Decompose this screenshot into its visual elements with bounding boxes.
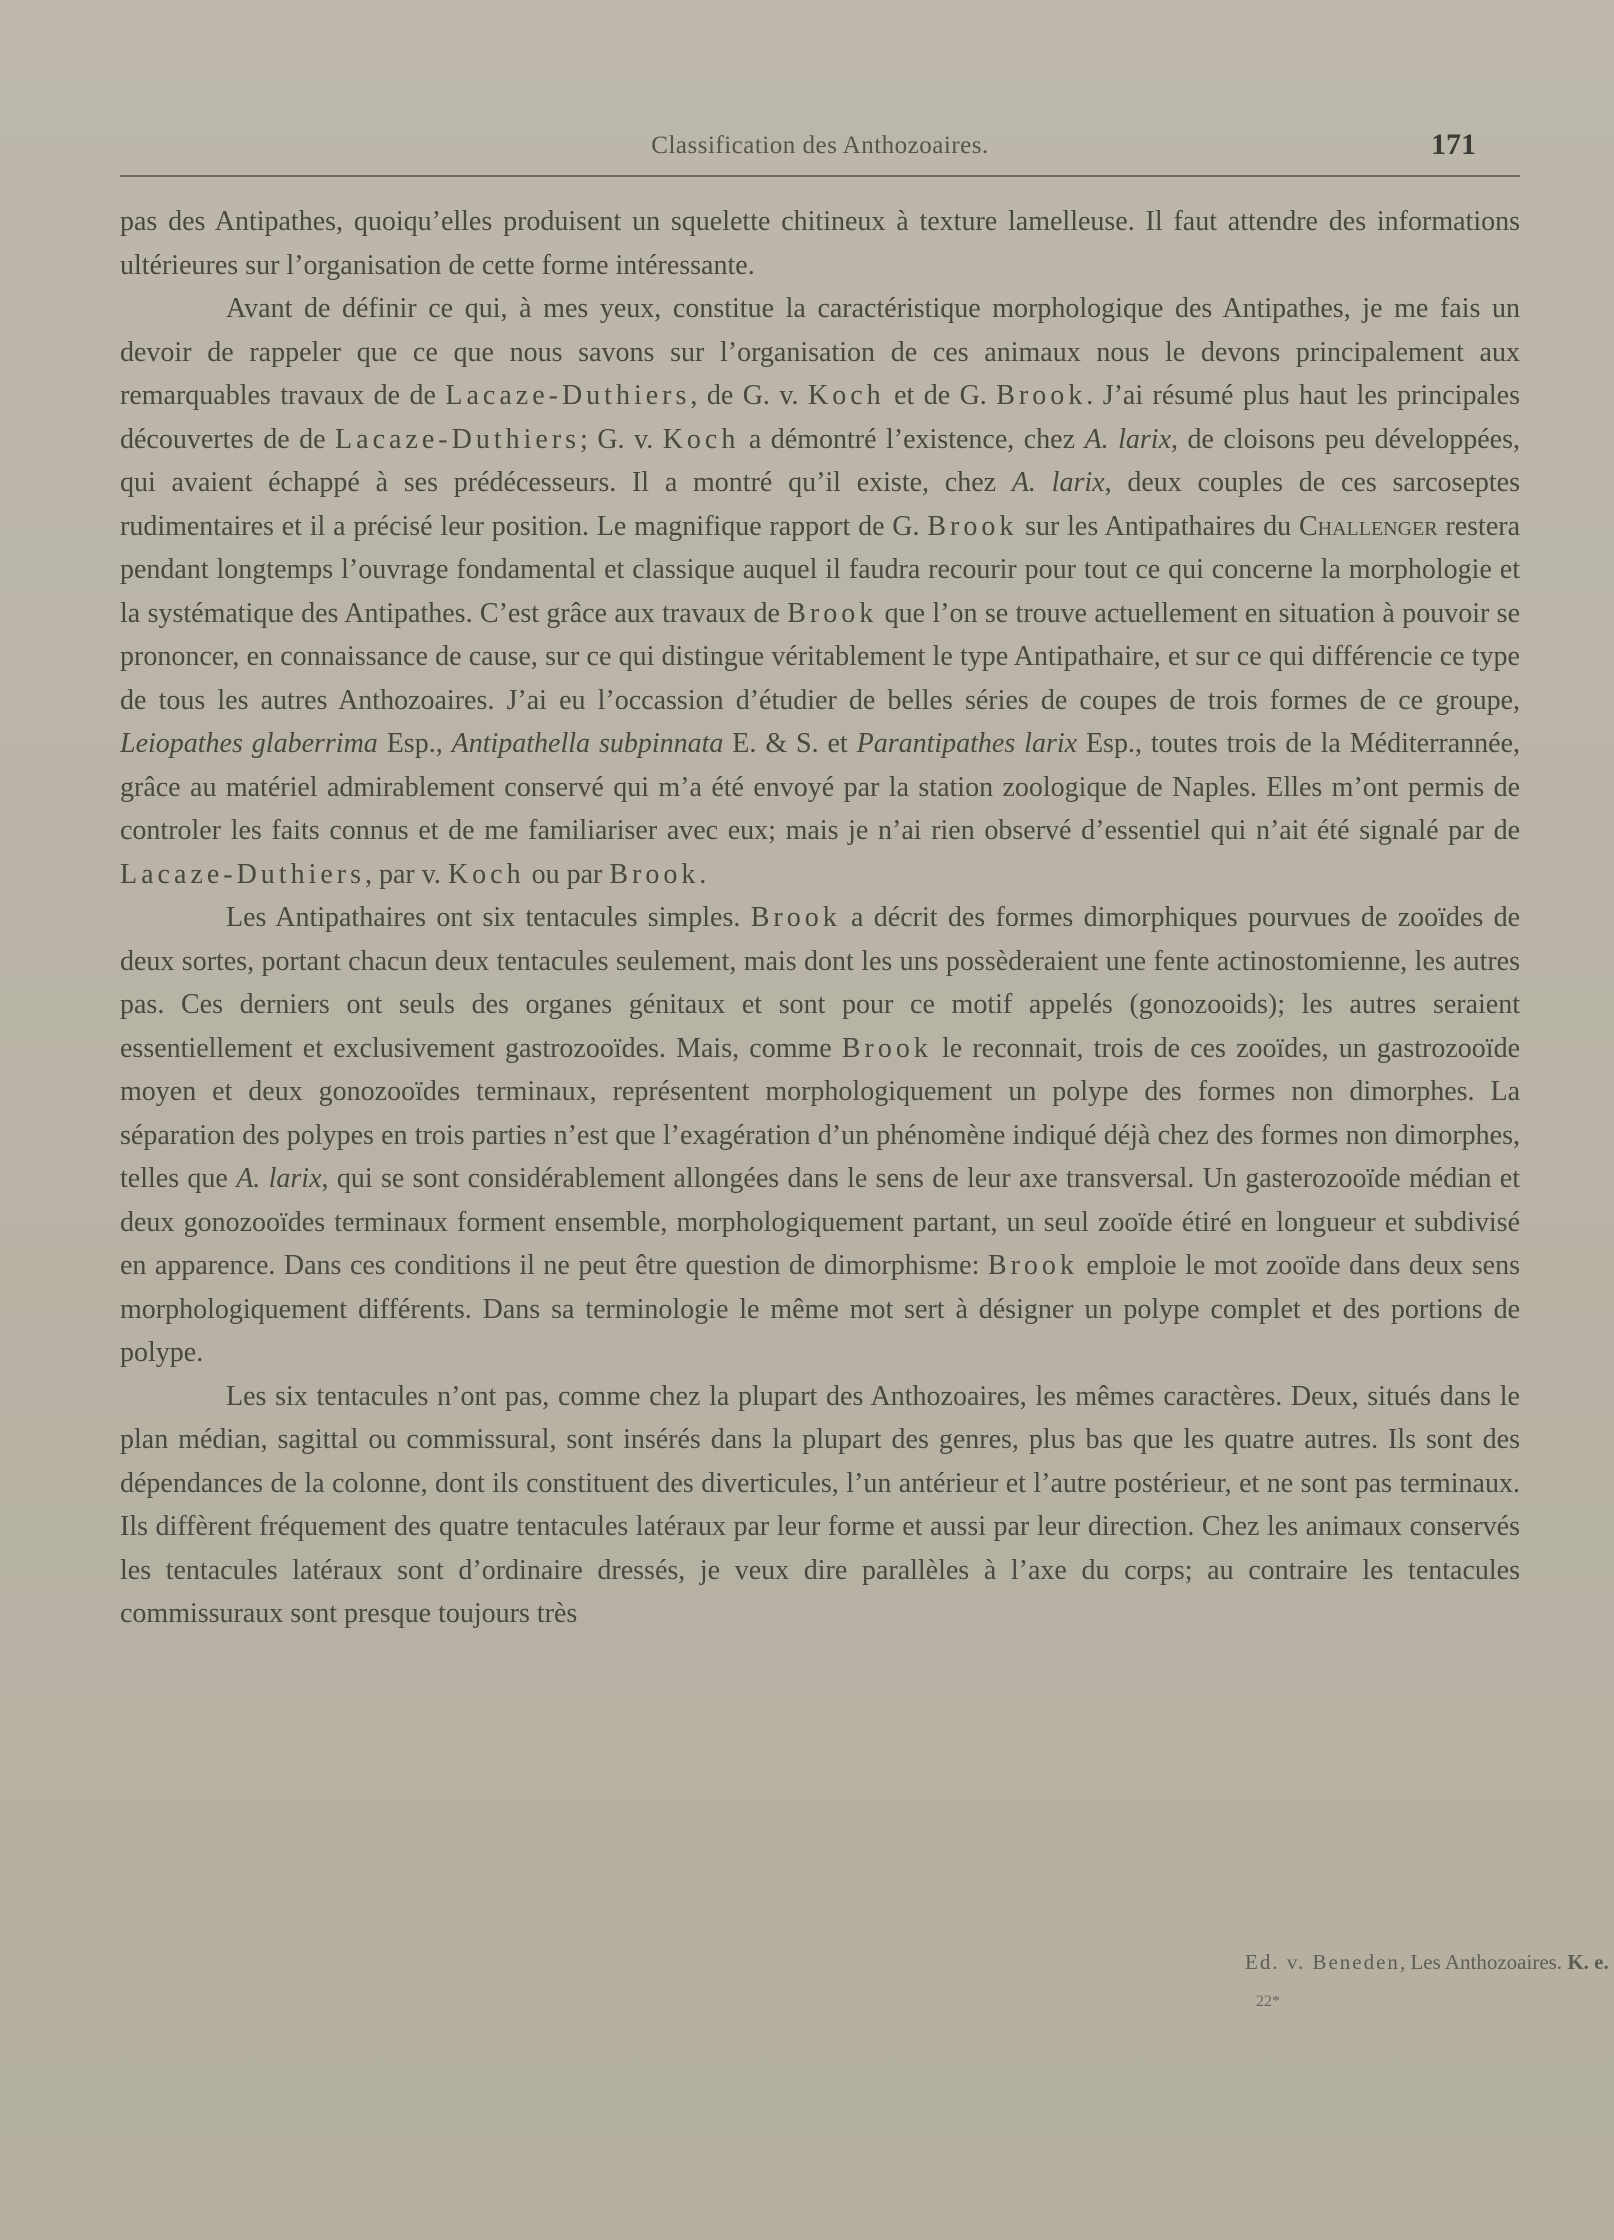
text-run: Les Antipathaires ont six tentacules simples.: [226, 902, 751, 933]
text-run: Esp., toutes trois de la Méditerrannée, grâce au matériel admirablement conservé qui m’a été envoyé par la station zoologique de Naples. Elles m’ont permis de controler les faits connus et de me familiariser avec eux; mais je n’ai rien observé d’essentiel qui n’ait été signalé par de: [120, 728, 1521, 846]
text-run: pas des Antipathes, quoiqu’elles produisent un squelette chitineux à texture lamelleuse. Il faut attendre des informations ultérieures sur l’organisation de cette forme intéressante.: [120, 206, 1520, 281]
italic-species-name: Antipathella subpinnata: [451, 728, 724, 759]
author-name: Brook: [841, 1032, 932, 1064]
signature-mark: 22*: [1256, 1993, 1280, 2010]
author-name: Brook: [787, 597, 878, 629]
text-run: a démontré l’existence, chez: [739, 423, 1085, 455]
italic-species-name: A. larix: [1011, 467, 1105, 498]
paragraph: [120, 200, 1520, 287]
italic-species-name: Parantipathes larix: [856, 728, 1078, 759]
body-text: [120, 200, 1520, 1636]
paragraph: [120, 896, 1520, 1375]
text-run: ; G. v.: [580, 423, 663, 455]
text-run: , deux couples de ces sarcoseptes rudimentaires et il a précisé leur position. Le magnifique rapport de G.: [120, 467, 1520, 542]
text-run: le reconnait, trois de ces zooïdes, un gastrozooïde moyen et deux gonozooïdes terminaux, représentent morphologiquement un polype des formes non dimorphes. La séparation des polypes en trois parties n’est que l’exagération d’un phénomène indiqué déjà chez des formes non dimorphes, telles que: [120, 1032, 1520, 1194]
author-name: Koch: [662, 423, 740, 455]
running-header: [120, 128, 1520, 168]
text-run: , qui se sont considérablement allongées dans le sens de leur axe transversal. Un gasterozooïde médian et deux gonozooïdes terminaux forment ensemble, morphologiquement partant, un seul zooïde étiré en longueur et subdivisé en apparence. Dans ces conditions il ne peut être question de dimorphisme:: [120, 1163, 1520, 1281]
text-run: .: [699, 858, 707, 890]
text-run: et de G.: [884, 380, 997, 411]
text-run: E. & S. et: [723, 728, 857, 759]
author-name: Koch: [447, 858, 525, 890]
author-name: Koch: [807, 380, 885, 411]
running-title: Classification des Anthozoaires.: [651, 132, 989, 159]
footer-author: Ed. v. Beneden: [1245, 1950, 1400, 1974]
italic-species-name: Leiopathes glaberrima: [120, 728, 378, 759]
text-run: Avant de définir ce qui, à mes yeux, constitue la caractéristique morphologique des Antipathes, je me fais un devoir de rappeler que ce que nous savons sur l’organisation de ces animaux nous le devons principalement aux remarquables travaux de de: [120, 293, 1520, 411]
author-name: Brook: [750, 902, 841, 933]
italic-species-name: A. larix: [1084, 423, 1172, 455]
paragraph: [120, 287, 1520, 896]
page-number: 171: [1431, 128, 1476, 161]
text-run: emploie le mot zooïde dans deux sens morphologiquement différents. Dans sa terminologie le même mot sert à désigner un polype complet et des portions de polype.: [120, 1250, 1520, 1368]
footer-line: [1245, 1950, 1609, 1975]
text-run: a décrit des formes dimorphiques pourvues de zooïdes de deux sortes, portant chacun deux tentacules seulement, mais dont les uns possèderaient une fente actinostomienne, les autres pas. Ces derniers ont seuls des organes génitaux et sont pour ce motif appelés (gonozooids); les autres seraient essentiellement et exclusivement gastrozooïdes. Mais, comme: [120, 902, 1520, 1064]
paragraph: [120, 1375, 1520, 1636]
author-name: Brook: [927, 510, 1018, 542]
author-name: Lacaze-Duthiers: [445, 380, 691, 411]
text-run: Les six tentacules n’ont pas, comme chez la plupart des Anthozoaires, les mêmes caractères. Deux, situés dans le plan médian, sagittal ou commissural, sont insérés dans la plupart des genres, plus bas que les quatre autres. Ils sont des dépendances de la colonne, dont ils constituent des diverticules, l’un antérieur et l’autre postérieur, et ne sont pas terminaux. Ils diffèrent fréquement des quatre tentacules latéraux par leur forme et aussi par leur direction. Chez les animaux conservés les tentacules latéraux sont d’ordinaire dressés, je veux dire parallèles à l’axe du corps; au contraire les tentacules commissuraux sont presque toujours très: [120, 1380, 1520, 1629]
text-run: sur les Antipathaires du: [1017, 510, 1299, 542]
author-name: Brook: [609, 858, 700, 890]
italic-species-name: A. larix: [236, 1163, 322, 1194]
footer-title: , Les Anthozoaires.: [1399, 1950, 1568, 1974]
text-run: Esp.,: [377, 728, 452, 759]
text-run: , de G. v.: [690, 380, 808, 411]
author-name: Brook: [987, 1250, 1078, 1281]
author-name: Lacaze-Duthiers: [120, 858, 365, 890]
ship-name: Challenger: [1298, 510, 1438, 542]
text-run: ou par: [524, 858, 610, 890]
author-name: Brook: [996, 380, 1087, 411]
author-name: Lacaze-Duthiers: [335, 423, 581, 455]
header-rule: [120, 175, 1520, 177]
text-run: que l’on se trouve actuellement en situation à pouvoir se prononcer, en connaissance de cause, sur ce qui distingue véritablement le type Antipathaire, et sur ce qui différencie ce type de tous les autres Anthozoaires. J’ai eu l’occassion d’étudier de belles séries de coupes de trois formes de ce groupe,: [120, 597, 1520, 716]
text-run: restera pendant longtemps l’ouvrage fondamental et classique auquel il faudra recourir pour tout ce qui concerne la morphologie et la systématique des Antipathes. C’est grâce aux travaux de: [120, 510, 1521, 629]
footer-mark: K. e.: [1567, 1950, 1609, 1974]
text-run: . J’ai résumé plus haut les principales découvertes de de: [120, 380, 1520, 455]
text-run: , par v.: [365, 858, 448, 890]
text-run: , de cloisons peu développées, qui avaient échappé à ses prédécesseurs. Il a montré qu’il existe, chez: [120, 423, 1520, 498]
